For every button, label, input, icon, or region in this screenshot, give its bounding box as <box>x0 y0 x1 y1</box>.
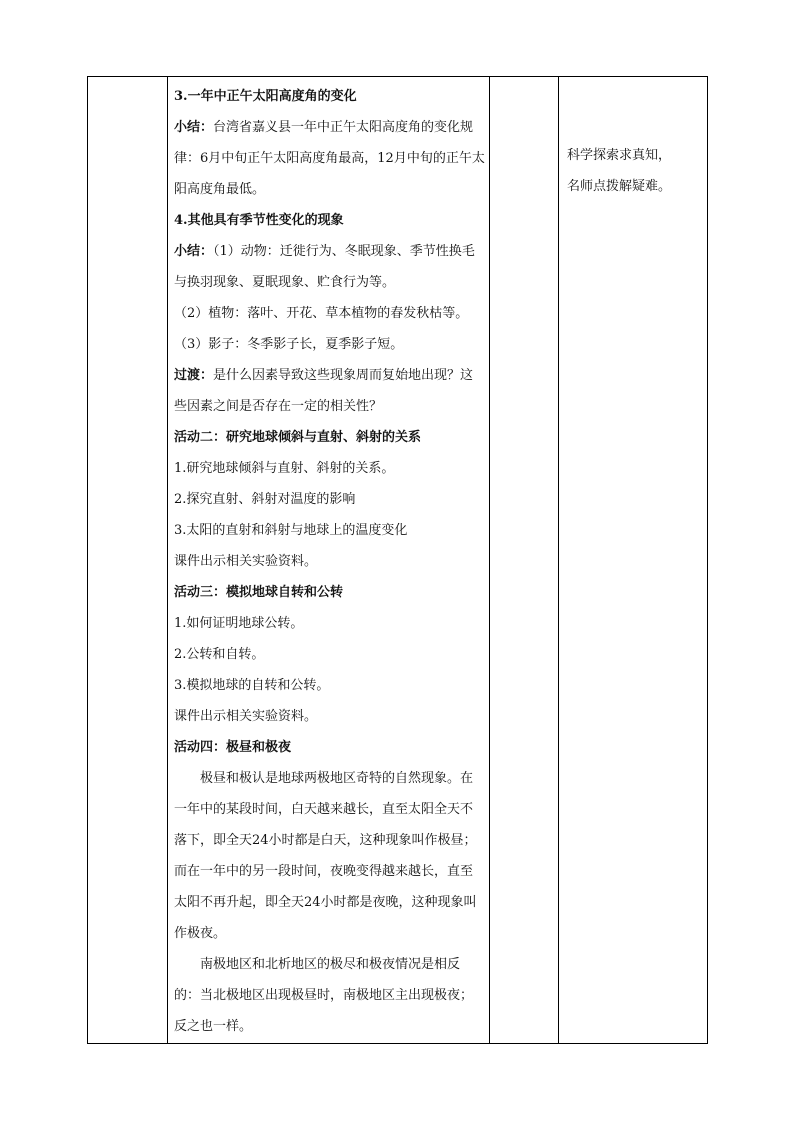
blank-column-cell <box>490 77 559 1044</box>
transition-label: 过渡： <box>174 368 214 383</box>
transition-text: 是什么因素导致这些现象周而复始地出现？这些因素之间是否存在一定的相关性？ <box>174 368 474 414</box>
table-row <box>88 77 708 1044</box>
activity2-heading: 活动二：研究地球倾斜与直射、斜射的关系 <box>174 430 422 445</box>
list-item: 2.公转和自转。 <box>174 647 265 662</box>
transition-paragraph <box>174 360 485 422</box>
summary-label: 小结： <box>174 244 214 259</box>
activity4-paragraph-1: 极昼和极认是地球两极地区奇特的自然现象。在一年中的某段时间，白天越来越长，直至太阳全天不落下，即全天24小时都是白天，这种现象叫作极昼；而在一年中的另一段时间，夜晚变得越来越长，直至太阳不再升起，即全天24小时都是夜晚，这种现象叫作极夜。 <box>174 771 477 941</box>
list-item: 课件出示相关实验资料。 <box>174 554 318 569</box>
activity3-heading: 活动三：模拟地球自转和公转 <box>174 585 344 600</box>
list-item: 3.太阳的直射和斜射与地球上的温度变化 <box>174 523 408 538</box>
stage-column-cell <box>88 77 168 1044</box>
note-line: 名师点拨解疑难。 <box>567 179 672 194</box>
activity4-heading: 活动四：极昼和极夜 <box>174 740 292 755</box>
list-item: 3.模拟地球的自转和公转。 <box>174 678 330 693</box>
section4-summary <box>174 236 485 298</box>
list-item: 1.研究地球倾斜与直射、斜射的关系。 <box>174 461 395 476</box>
summary-text: 台湾省嘉义县一年中正午太阳高度角的变化规律：6月中旬正午太阳高度角最高，12月中旬的正午太阳高度角最低。 <box>174 120 485 197</box>
activity4-paragraph-2: 南极地区和北析地区的极尽和极夜情况是相反的：当北极地区出现极昼时，南极地区主出现极夜；反之也一样。 <box>174 957 474 1034</box>
section3-summary <box>174 112 485 205</box>
summary-item-animals: （1）动物：迁徙行为、冬眠现象、季节性换毛与换羽现象、夏眠现象、贮食行为等。 <box>174 244 475 290</box>
note-line: 科学探索求真知， <box>567 148 672 163</box>
lesson-plan-table <box>87 76 708 1044</box>
content-column-cell <box>168 77 490 1044</box>
summary-item-plants: （2）植物：落叶、开花、草本植物的春发秋枯等。 <box>174 306 469 321</box>
section3-heading: 3.一年中正午太阳高度角的变化 <box>174 89 357 104</box>
summary-item-shadows: （3）影子：冬季影子长，夏季影子短。 <box>174 337 404 352</box>
summary-label: 小结： <box>174 120 214 135</box>
list-item: 2.探究直射、斜射对温度的影响 <box>174 492 356 507</box>
list-item: 1.如何证明地球公转。 <box>174 616 304 631</box>
section4-heading: 4.其他具有季节性变化的现象 <box>174 213 344 228</box>
notes-column-cell <box>559 77 708 1044</box>
list-item: 课件出示相关实验资料。 <box>174 709 318 724</box>
